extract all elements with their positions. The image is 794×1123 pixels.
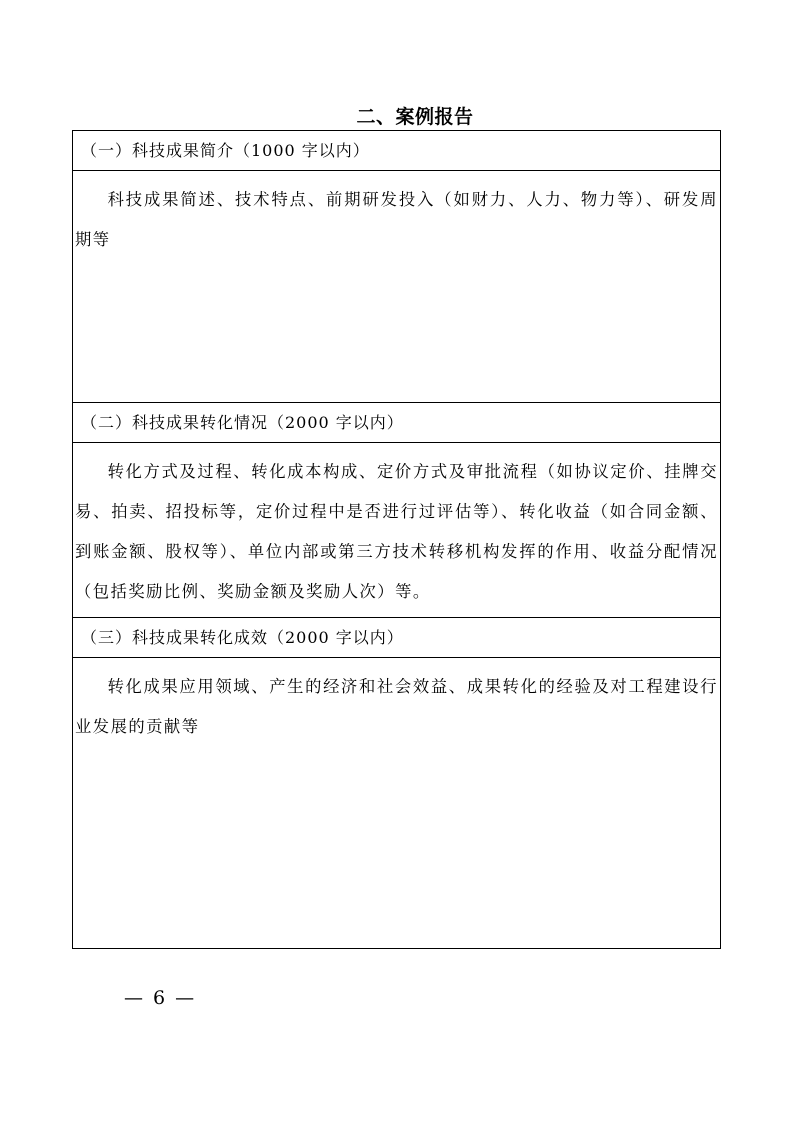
section-heading-3: （三）科技成果转化成效（2000 字以内） <box>73 618 720 658</box>
section-body-3: 转化成果应用领域、产生的经济和社会效益、成果转化的经验及对工程建设行业发展的贡献等 <box>75 677 718 736</box>
report-table <box>72 130 721 949</box>
page-title: 二、案例报告 <box>356 106 474 128</box>
section-heading-1: （一）科技成果简介（1000 字以内） <box>73 131 720 171</box>
section-heading-2: （二）科技成果转化情况（2000 字以内） <box>73 403 720 443</box>
section-body-2: 转化方式及过程、转化成本构成、定价方式及审批流程（如协议定价、挂牌交易、拍卖、招投标等，定价过程中是否进行过评估等）、转化收益（如合同金额、到账金额、股权等）、单位内部或第三方技术转移机构发挥的作用、收益分配情况（包括奖励比例、奖励金额及奖励人次）等。 <box>73 443 720 618</box>
section-body-1: 科技成果简述、技术特点、前期研发投入（如财力、人力、物力等）、研发周期等 <box>73 171 720 403</box>
page-number: — 6 — <box>124 987 197 1009</box>
